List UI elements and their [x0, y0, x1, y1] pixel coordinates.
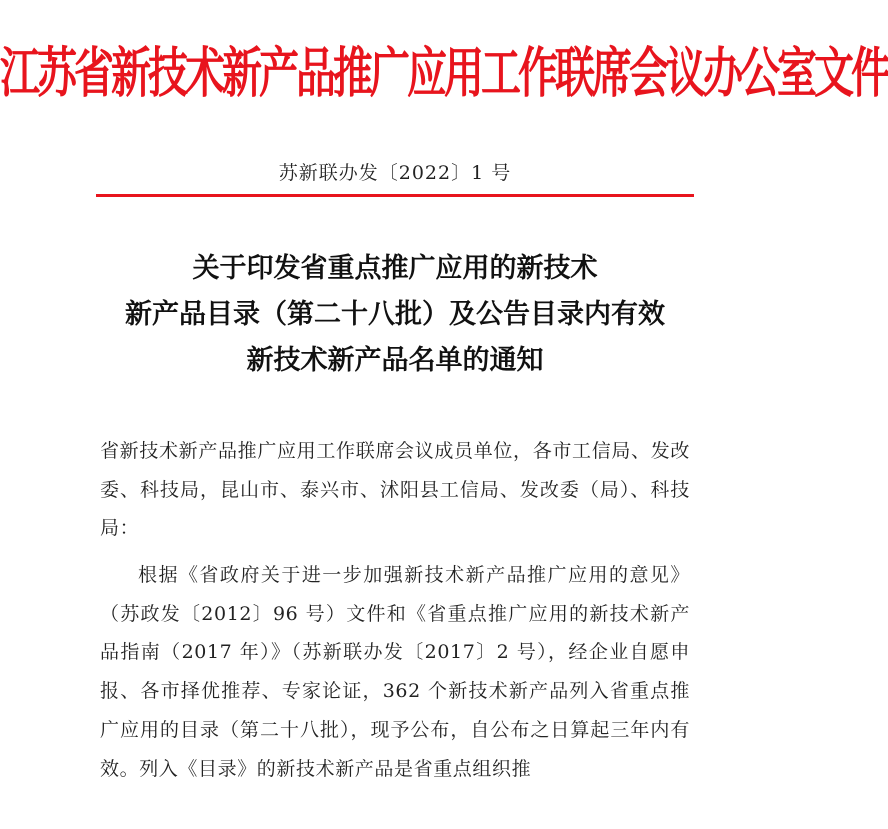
addressee-paragraph: 省新技术新产品推广应用工作联席会议成员单位，各市工信局、发改委、科技局，昆山市、泰兴市、沭阳县工信局、发改委（局）、科技局：	[100, 440, 690, 540]
title-line-1: 关于印发省重点推广应用的新技术	[192, 253, 598, 284]
red-divider-rule	[96, 194, 694, 197]
title-line-2: 新产品目录（第二十八批）及公告目录内有效	[125, 299, 665, 330]
body-paragraph: 根据《省政府关于进一步加强新技术新产品推广应用的意见》（苏政发〔2012〕96 号）文件和《省重点推广应用的新技术新产品指南（2017 年）》（苏新联办发〔2017〕2 号），经企业自愿申报、各市择优推荐、专家论证，362 个新技术新产品列入省重点推广应用的目录（第二十八批），现予公布，自公布之日算起三年内有效。列入《目录》的新技术新产品是省重点组织推	[100, 564, 690, 780]
title-line-3: 新技术新产品名单的通知	[246, 345, 544, 376]
issuer-masthead: 江苏省新技术新产品推广应用工作联席会议办公室文件	[0, 41, 888, 106]
document-title	[0, 246, 790, 384]
document-number: 苏新联办发〔2022〕1 号	[278, 162, 512, 184]
